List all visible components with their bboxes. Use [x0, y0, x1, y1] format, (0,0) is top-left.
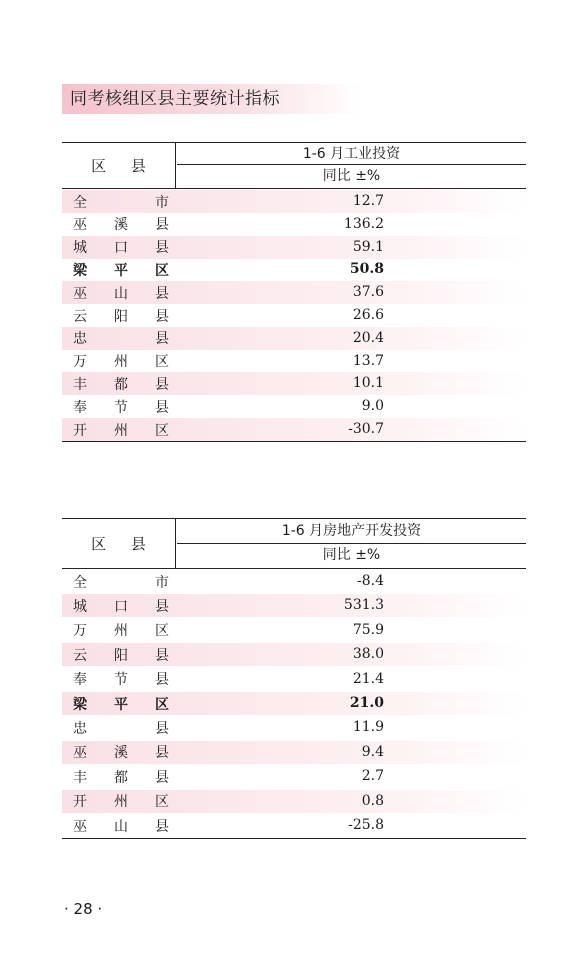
- district-char: 开: [73, 794, 87, 811]
- yoy-value: 20.4: [352, 329, 384, 346]
- district-char: 巫: [73, 818, 87, 835]
- table-row: [62, 570, 526, 593]
- district-char: 州: [114, 422, 128, 439]
- table-row: [62, 350, 526, 373]
- table-row: [62, 619, 526, 642]
- table-bottom-rule: [62, 838, 526, 839]
- real-estate-investment-table: [62, 518, 526, 840]
- district-char: 区: [155, 696, 169, 713]
- district-char: 县: [155, 217, 169, 234]
- table-row: [62, 281, 526, 304]
- district-name: [72, 570, 170, 593]
- district-char: 奉: [73, 672, 87, 689]
- district-char: 市: [155, 574, 169, 591]
- district-char: 丰: [73, 376, 87, 393]
- district-name: [72, 327, 170, 350]
- district-name: [72, 643, 170, 666]
- district-char: 口: [114, 598, 128, 615]
- district-char: 区: [155, 794, 169, 811]
- yoy-value: -8.4: [357, 573, 384, 589]
- district-char: 区: [155, 354, 169, 371]
- district-char: 县: [155, 331, 169, 348]
- yoy-value: -30.7: [348, 421, 384, 437]
- table-row: [62, 594, 526, 617]
- header-bottom-rule: [62, 568, 526, 569]
- district-char: 州: [114, 354, 128, 371]
- district-char: 丰: [73, 769, 87, 786]
- district-char: 县: [155, 672, 169, 689]
- yoy-value: 9.0: [361, 398, 384, 415]
- district-char: 区: [155, 262, 169, 279]
- district-char: 城: [73, 240, 87, 257]
- yoy-value: 9.4: [361, 743, 384, 760]
- yoy-value: 136.2: [343, 215, 384, 232]
- district-char: 州: [114, 794, 128, 811]
- yoy-value: 26.6: [352, 307, 384, 323]
- table-row: [62, 643, 526, 666]
- district-name: [72, 619, 170, 642]
- industrial-investment-table: [62, 142, 526, 442]
- district-char: 山: [114, 285, 128, 302]
- table-row: [62, 692, 526, 715]
- district-char: 节: [114, 399, 128, 416]
- yoy-value: 38.0: [352, 646, 384, 663]
- district-column-header: 区 县: [62, 518, 176, 568]
- district-char: 万: [73, 623, 87, 640]
- district-column-header: 区 县: [62, 142, 176, 188]
- district-char: 县: [155, 745, 169, 762]
- district-char: 梁: [73, 696, 87, 713]
- district-char: 县: [155, 240, 169, 257]
- header-bottom-rule: [62, 188, 526, 189]
- district-char: 云: [73, 308, 87, 325]
- district-name: [72, 395, 170, 418]
- table-row: [62, 790, 526, 813]
- yoy-value: 21.0: [349, 695, 384, 711]
- district-char: 奉: [73, 399, 87, 416]
- district-name: [72, 790, 170, 813]
- district-char: 都: [114, 376, 128, 393]
- header-mid-rule: [177, 543, 526, 544]
- district-name: [72, 668, 170, 691]
- district-char: 县: [155, 720, 169, 737]
- yoy-value: 50.8: [349, 261, 384, 278]
- district-char: 巫: [73, 285, 87, 302]
- table-row: [62, 236, 526, 259]
- district-name: [72, 716, 170, 739]
- district-name: [72, 190, 170, 213]
- district-char: 溪: [114, 217, 128, 234]
- district-char: 县: [155, 598, 169, 615]
- metric-header: 1-6 月房地产开发投资: [281, 523, 422, 539]
- district-name: [72, 236, 170, 259]
- yoy-value: 531.3: [343, 597, 384, 614]
- district-name: [72, 741, 170, 764]
- header-mid-rule: [177, 164, 526, 165]
- table-row: [62, 814, 526, 837]
- district-name: [72, 372, 170, 395]
- yoy-value: 10.1: [352, 375, 384, 392]
- district-char: 万: [73, 354, 87, 371]
- yoy-value: 21.4: [352, 670, 384, 687]
- district-char: 忠: [73, 720, 87, 737]
- yoy-value: 2.7: [361, 768, 384, 785]
- table-bottom-rule: [62, 441, 526, 442]
- yoy-value: 59.1: [352, 238, 384, 255]
- table-row: [62, 304, 526, 327]
- district-char: 山: [114, 818, 128, 835]
- table-row: [62, 716, 526, 739]
- district-char: 平: [114, 696, 128, 713]
- district-char: 阳: [114, 308, 128, 325]
- page-title: 同考核组区县主要统计指标: [70, 89, 280, 109]
- metric-header: 1-6 月工业投资: [302, 146, 401, 162]
- district-char: 县: [155, 376, 169, 393]
- table-row: [62, 327, 526, 350]
- table-row: [62, 395, 526, 418]
- district-char: 区: [155, 623, 169, 640]
- table-row: [62, 765, 526, 788]
- district-char: 县: [155, 647, 169, 664]
- yoy-value: 13.7: [352, 352, 384, 369]
- district-char: 市: [155, 194, 169, 211]
- district-char: 巫: [73, 217, 87, 234]
- district-name: [72, 418, 170, 441]
- unit-header: 同比 ±%: [322, 168, 381, 184]
- district-char: 阳: [114, 647, 128, 664]
- district-char: 开: [73, 422, 87, 439]
- district-name: [72, 281, 170, 304]
- district-char: 全: [73, 574, 87, 591]
- yoy-value: 37.6: [352, 284, 384, 301]
- table-row: [62, 372, 526, 395]
- district-name: [72, 258, 170, 281]
- district-char: 县: [155, 399, 169, 416]
- district-name: [72, 213, 170, 236]
- district-char: 都: [114, 769, 128, 786]
- district-char: 全: [73, 194, 87, 211]
- district-char: 县: [155, 769, 169, 786]
- district-char: 县: [155, 818, 169, 835]
- table-row: [62, 258, 526, 281]
- district-name: [72, 304, 170, 327]
- district-char: 梁: [73, 262, 87, 279]
- yoy-value: 0.8: [361, 792, 384, 809]
- table-row: [62, 190, 526, 213]
- district-char: 县: [155, 308, 169, 325]
- district-name: [72, 765, 170, 788]
- district-char: 口: [114, 240, 128, 257]
- table-row: [62, 741, 526, 764]
- table-row: [62, 213, 526, 236]
- district-char: 忠: [73, 331, 87, 348]
- district-char: 云: [73, 647, 87, 664]
- yoy-value: 11.9: [352, 719, 384, 736]
- unit-header: 同比 ±%: [322, 547, 381, 563]
- district-char: 节: [114, 672, 128, 689]
- yoy-value: -25.8: [348, 817, 384, 833]
- district-char: 平: [114, 262, 128, 279]
- yoy-value: 12.7: [352, 193, 384, 209]
- table-row: [62, 418, 526, 441]
- district-char: 溪: [114, 745, 128, 762]
- table-row: [62, 668, 526, 691]
- district-name: [72, 594, 170, 617]
- yoy-value: 75.9: [352, 621, 384, 638]
- page-number: · 28 ·: [64, 900, 103, 918]
- district-char: 区: [155, 422, 169, 439]
- district-char: 巫: [73, 745, 87, 762]
- district-char: 县: [155, 285, 169, 302]
- district-char: 州: [114, 623, 128, 640]
- district-char: 城: [73, 598, 87, 615]
- district-name: [72, 692, 170, 715]
- district-name: [72, 814, 170, 837]
- district-name: [72, 350, 170, 373]
